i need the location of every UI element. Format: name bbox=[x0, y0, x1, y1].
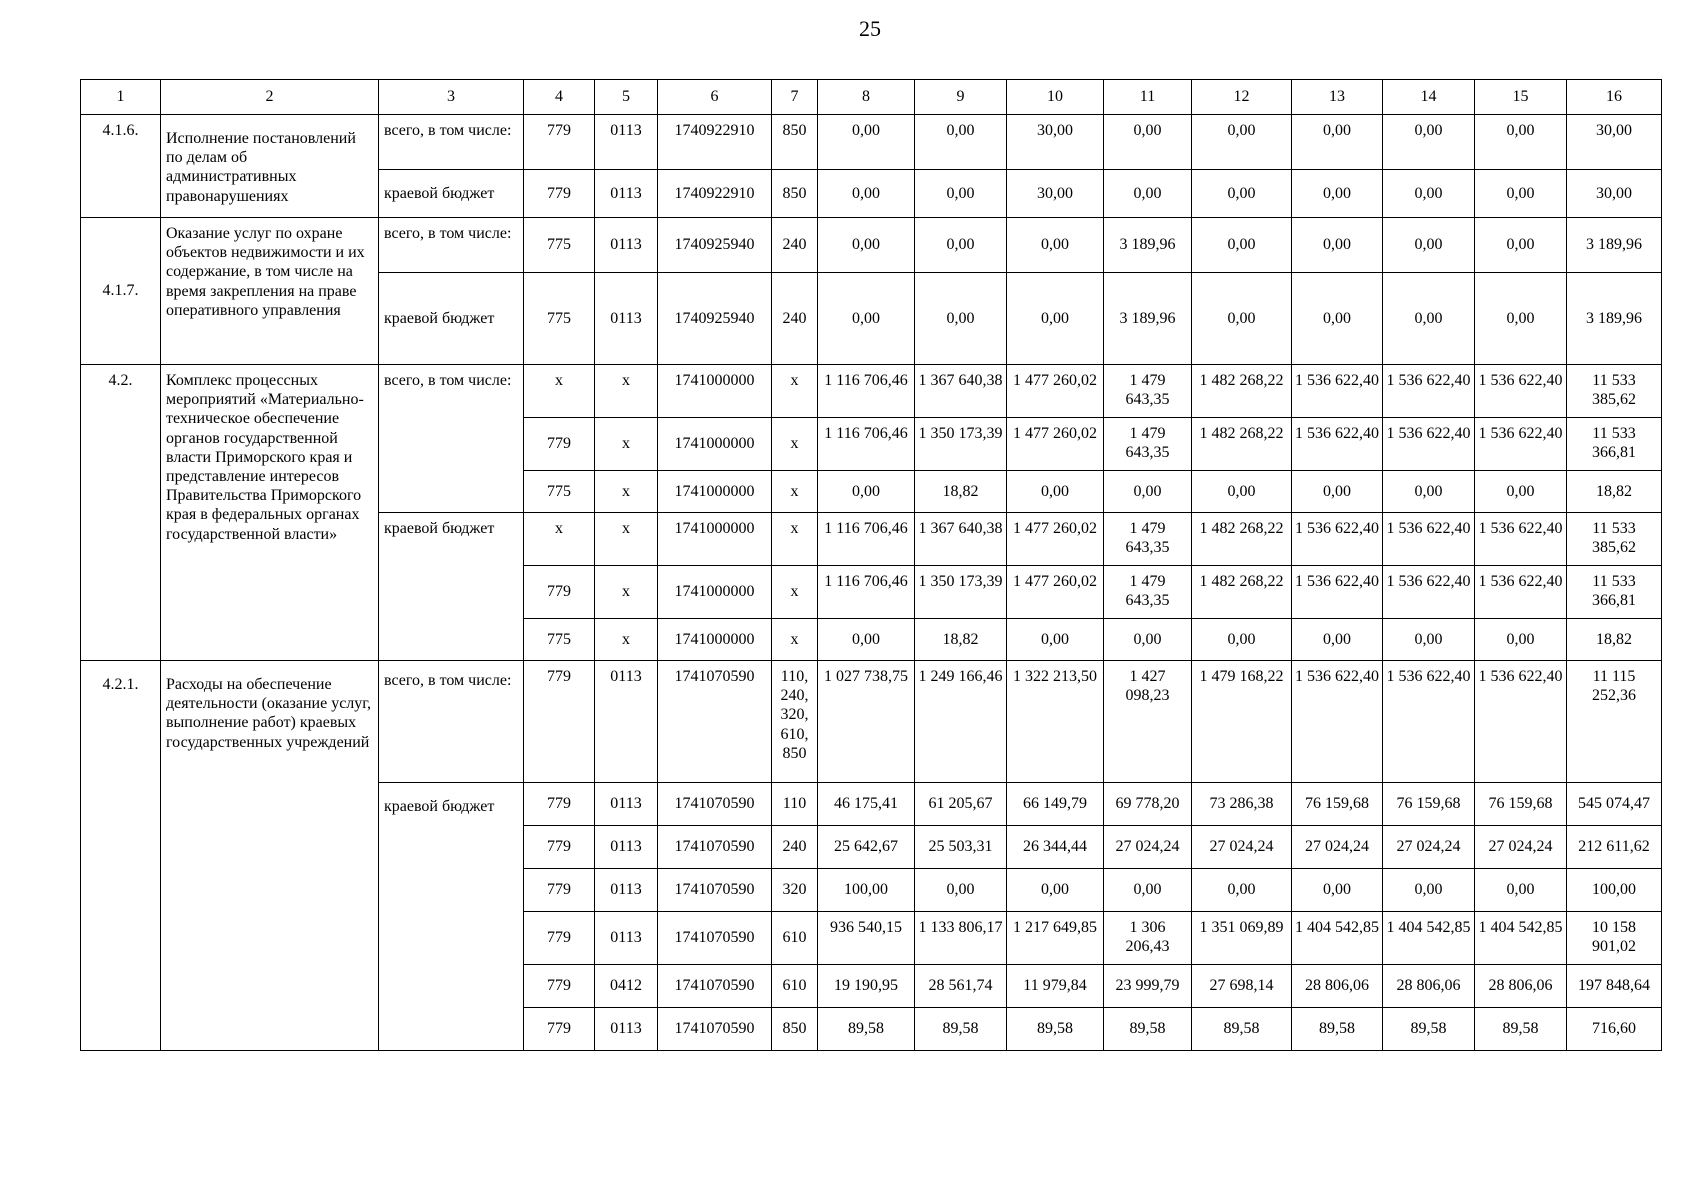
cell-value: 0,00 bbox=[915, 869, 1007, 912]
cell-value: 61 205,67 bbox=[915, 783, 1007, 826]
cell-value: 30,00 bbox=[1007, 115, 1104, 170]
cell-value: 0,00 bbox=[1104, 869, 1192, 912]
cell-value: 0,00 bbox=[1383, 273, 1475, 365]
cell-value: 11 979,84 bbox=[1007, 965, 1104, 1008]
cell-value: 1 350 173,39 bbox=[915, 418, 1007, 471]
cell-grbs: 779 bbox=[524, 783, 595, 826]
cell-value: 0,00 bbox=[1007, 218, 1104, 273]
cell-value: 0,00 bbox=[1475, 218, 1567, 273]
cell-value: 23 999,79 bbox=[1104, 965, 1192, 1008]
cell-value: 25 642,67 bbox=[818, 826, 915, 869]
cell-expense-type: 110, 240, 320, 610, 850 bbox=[772, 661, 818, 783]
funding-source: всего, в том числе: bbox=[379, 115, 524, 170]
cell-value: 26 344,44 bbox=[1007, 826, 1104, 869]
cell-value: 0,00 bbox=[818, 619, 915, 661]
cell-value: 0,00 bbox=[1475, 619, 1567, 661]
cell-value: 0,00 bbox=[1192, 170, 1292, 218]
column-header: 15 bbox=[1475, 80, 1567, 115]
cell-section: x bbox=[595, 566, 658, 619]
cell-value: 76 159,68 bbox=[1292, 783, 1383, 826]
column-header: 13 bbox=[1292, 80, 1383, 115]
cell-expense-type: 610 bbox=[772, 965, 818, 1008]
cell-value: 28 561,74 bbox=[915, 965, 1007, 1008]
table-row bbox=[81, 365, 1662, 418]
cell-value: 89,58 bbox=[1007, 1008, 1104, 1051]
cell-target-article: 1741070590 bbox=[658, 783, 772, 826]
column-header: 7 bbox=[772, 80, 818, 115]
cell-section: 0113 bbox=[595, 218, 658, 273]
cell-value: 1 306 206,43 bbox=[1104, 912, 1192, 965]
cell-section: x bbox=[595, 619, 658, 661]
cell-value: 18,82 bbox=[915, 619, 1007, 661]
cell-grbs: 775 bbox=[524, 218, 595, 273]
column-header: 4 bbox=[524, 80, 595, 115]
cell-value: 89,58 bbox=[1475, 1008, 1567, 1051]
cell-value: 0,00 bbox=[1192, 869, 1292, 912]
cell-value: 1 367 640,38 bbox=[915, 513, 1007, 566]
cell-value: 1 536 622,40 bbox=[1383, 418, 1475, 471]
cell-value: 1 116 706,46 bbox=[818, 365, 915, 418]
cell-value: 27 698,14 bbox=[1192, 965, 1292, 1008]
cell-section: x bbox=[595, 365, 658, 418]
cell-value: 0,00 bbox=[1475, 273, 1567, 365]
cell-value: 0,00 bbox=[915, 115, 1007, 170]
cell-value: 0,00 bbox=[1292, 218, 1383, 273]
cell-grbs: 775 bbox=[524, 619, 595, 661]
cell-expense-type: x bbox=[772, 566, 818, 619]
cell-value: 1 116 706,46 bbox=[818, 513, 915, 566]
cell-value: 0,00 bbox=[818, 273, 915, 365]
cell-value: 1 477 260,02 bbox=[1007, 418, 1104, 471]
cell-value: 936 540,15 bbox=[818, 912, 915, 965]
cell-grbs: 775 bbox=[524, 471, 595, 513]
cell-value: 0,00 bbox=[1192, 115, 1292, 170]
cell-value: 19 190,95 bbox=[818, 965, 915, 1008]
cell-value: 1 116 706,46 bbox=[818, 566, 915, 619]
cell-expense-type: 610 bbox=[772, 912, 818, 965]
cell-value: 1 404 542,85 bbox=[1383, 912, 1475, 965]
cell-value: 1 477 260,02 bbox=[1007, 365, 1104, 418]
cell-section: x bbox=[595, 418, 658, 471]
cell-value: 1 404 542,85 bbox=[1475, 912, 1567, 965]
table-row bbox=[81, 661, 1662, 783]
cell-expense-type: 850 bbox=[772, 170, 818, 218]
cell-value: 0,00 bbox=[1007, 619, 1104, 661]
cell-value: 27 024,24 bbox=[1104, 826, 1192, 869]
cell-target-article: 1740925940 bbox=[658, 218, 772, 273]
cell-total: 212 611,62 bbox=[1567, 826, 1662, 869]
cell-target-article: 1741000000 bbox=[658, 471, 772, 513]
cell-grbs: 779 bbox=[524, 965, 595, 1008]
cell-value: 1 536 622,40 bbox=[1292, 365, 1383, 418]
cell-section: 0412 bbox=[595, 965, 658, 1008]
cell-value: 0,00 bbox=[1007, 471, 1104, 513]
cell-value: 0,00 bbox=[1104, 115, 1192, 170]
cell-total: 30,00 bbox=[1567, 170, 1662, 218]
cell-value: 1 536 622,40 bbox=[1383, 661, 1475, 783]
cell-value: 0,00 bbox=[1475, 170, 1567, 218]
cell-value: 0,00 bbox=[1007, 273, 1104, 365]
cell-value: 89,58 bbox=[1292, 1008, 1383, 1051]
cell-value: 1 536 622,40 bbox=[1475, 661, 1567, 783]
cell-value: 0,00 bbox=[1192, 218, 1292, 273]
cell-value: 0,00 bbox=[1292, 170, 1383, 218]
item-number: 4.2. bbox=[81, 365, 161, 661]
cell-value: 0,00 bbox=[915, 273, 1007, 365]
item-name: Расходы на обеспечение деятельности (оказание услуг, выполнение работ) краевых государственных учреждений bbox=[161, 661, 379, 1051]
cell-grbs: 779 bbox=[524, 912, 595, 965]
cell-value: 1 536 622,40 bbox=[1475, 513, 1567, 566]
item-number: 4.1.7. bbox=[81, 218, 161, 365]
cell-value: 1 536 622,40 bbox=[1383, 365, 1475, 418]
funding-source: краевой бюджет bbox=[379, 783, 524, 1051]
cell-total: 18,82 bbox=[1567, 619, 1662, 661]
cell-value: 0,00 bbox=[818, 471, 915, 513]
cell-value: 0,00 bbox=[1383, 471, 1475, 513]
budget-table bbox=[80, 79, 1662, 1051]
cell-value: 1 477 260,02 bbox=[1007, 566, 1104, 619]
cell-grbs: x bbox=[524, 365, 595, 418]
column-header: 9 bbox=[915, 80, 1007, 115]
item-name: Оказание услуг по охране объектов недвижимости и их содержание, в том числе на время закрепления на праве оперативного управления bbox=[161, 218, 379, 365]
cell-value: 28 806,06 bbox=[1383, 965, 1475, 1008]
cell-value: 0,00 bbox=[1383, 170, 1475, 218]
cell-total: 10 158 901,02 bbox=[1567, 912, 1662, 965]
item-number: 4.2.1. bbox=[81, 661, 161, 1051]
cell-value: 1 482 268,22 bbox=[1192, 513, 1292, 566]
column-header: 2 bbox=[161, 80, 379, 115]
column-header: 16 bbox=[1567, 80, 1662, 115]
cell-value: 0,00 bbox=[1104, 619, 1192, 661]
funding-source: всего, в том числе: bbox=[379, 365, 524, 513]
cell-value: 30,00 bbox=[1007, 170, 1104, 218]
cell-value: 0,00 bbox=[1383, 218, 1475, 273]
cell-value: 1 477 260,02 bbox=[1007, 513, 1104, 566]
cell-section: x bbox=[595, 471, 658, 513]
column-header: 14 bbox=[1383, 80, 1475, 115]
column-header: 1 bbox=[81, 80, 161, 115]
cell-target-article: 1741000000 bbox=[658, 365, 772, 418]
cell-value: 1 479 643,35 bbox=[1104, 418, 1192, 471]
cell-value: 1 479 643,35 bbox=[1104, 365, 1192, 418]
cell-target-article: 1741070590 bbox=[658, 826, 772, 869]
cell-value: 0,00 bbox=[1475, 869, 1567, 912]
cell-value: 0,00 bbox=[818, 115, 915, 170]
cell-value: 3 189,96 bbox=[1104, 273, 1192, 365]
cell-target-article: 1740925940 bbox=[658, 273, 772, 365]
cell-total: 545 074,47 bbox=[1567, 783, 1662, 826]
cell-value: 1 249 166,46 bbox=[915, 661, 1007, 783]
cell-total: 30,00 bbox=[1567, 115, 1662, 170]
cell-value: 28 806,06 bbox=[1475, 965, 1567, 1008]
table-row bbox=[81, 218, 1662, 273]
cell-value: 25 503,31 bbox=[915, 826, 1007, 869]
cell-value: 0,00 bbox=[1475, 471, 1567, 513]
cell-value: 73 286,38 bbox=[1192, 783, 1292, 826]
cell-value: 1 350 173,39 bbox=[915, 566, 1007, 619]
cell-grbs: 779 bbox=[524, 170, 595, 218]
cell-section: 0113 bbox=[595, 170, 658, 218]
cell-section: 0113 bbox=[595, 912, 658, 965]
cell-expense-type: x bbox=[772, 619, 818, 661]
cell-value: 66 149,79 bbox=[1007, 783, 1104, 826]
cell-value: 1 479 643,35 bbox=[1104, 513, 1192, 566]
cell-value: 1 536 622,40 bbox=[1292, 418, 1383, 471]
cell-grbs: 775 bbox=[524, 273, 595, 365]
cell-section: 0113 bbox=[595, 273, 658, 365]
funding-source: краевой бюджет bbox=[379, 170, 524, 218]
cell-value: 1 479 168,22 bbox=[1192, 661, 1292, 783]
cell-value: 1 482 268,22 bbox=[1192, 365, 1292, 418]
cell-value: 1 536 622,40 bbox=[1292, 513, 1383, 566]
cell-section: 0113 bbox=[595, 661, 658, 783]
cell-value: 18,82 bbox=[915, 471, 1007, 513]
cell-value: 0,00 bbox=[1007, 869, 1104, 912]
cell-section: 0113 bbox=[595, 115, 658, 170]
column-header: 10 bbox=[1007, 80, 1104, 115]
cell-value: 1 536 622,40 bbox=[1292, 566, 1383, 619]
cell-value: 27 024,24 bbox=[1292, 826, 1383, 869]
cell-grbs: 779 bbox=[524, 826, 595, 869]
cell-total: 100,00 bbox=[1567, 869, 1662, 912]
funding-source: краевой бюджет bbox=[379, 513, 524, 661]
item-name: Исполнение постановлений по делам об административных правонарушениях bbox=[161, 115, 379, 218]
cell-target-article: 1741070590 bbox=[658, 869, 772, 912]
cell-value: 0,00 bbox=[1292, 869, 1383, 912]
cell-value: 0,00 bbox=[1192, 273, 1292, 365]
cell-value: 28 806,06 bbox=[1292, 965, 1383, 1008]
cell-value: 1 217 649,85 bbox=[1007, 912, 1104, 965]
cell-value: 27 024,24 bbox=[1383, 826, 1475, 869]
cell-section: 0113 bbox=[595, 826, 658, 869]
cell-section: x bbox=[595, 513, 658, 566]
cell-section: 0113 bbox=[595, 1008, 658, 1051]
cell-value: 1 027 738,75 bbox=[818, 661, 915, 783]
cell-total: 11 533 385,62 bbox=[1567, 365, 1662, 418]
cell-value: 76 159,68 bbox=[1475, 783, 1567, 826]
cell-expense-type: 240 bbox=[772, 273, 818, 365]
cell-expense-type: x bbox=[772, 418, 818, 471]
cell-value: 1 367 640,38 bbox=[915, 365, 1007, 418]
cell-expense-type: 240 bbox=[772, 218, 818, 273]
cell-grbs: 779 bbox=[524, 566, 595, 619]
cell-expense-type: x bbox=[772, 471, 818, 513]
cell-value: 1 482 268,22 bbox=[1192, 566, 1292, 619]
cell-value: 69 778,20 bbox=[1104, 783, 1192, 826]
cell-value: 0,00 bbox=[1192, 471, 1292, 513]
cell-value: 0,00 bbox=[1104, 170, 1192, 218]
cell-value: 0,00 bbox=[915, 170, 1007, 218]
column-header: 6 bbox=[658, 80, 772, 115]
cell-section: 0113 bbox=[595, 869, 658, 912]
cell-value: 89,58 bbox=[1383, 1008, 1475, 1051]
cell-value: 0,00 bbox=[1292, 273, 1383, 365]
cell-grbs: 779 bbox=[524, 869, 595, 912]
cell-value: 46 175,41 bbox=[818, 783, 915, 826]
cell-value: 0,00 bbox=[1292, 115, 1383, 170]
column-header: 12 bbox=[1192, 80, 1292, 115]
cell-grbs: x bbox=[524, 513, 595, 566]
cell-value: 1 536 622,40 bbox=[1475, 566, 1567, 619]
cell-target-article: 1740922910 bbox=[658, 115, 772, 170]
cell-expense-type: 110 bbox=[772, 783, 818, 826]
cell-total: 11 533 366,81 bbox=[1567, 566, 1662, 619]
cell-value: 89,58 bbox=[1192, 1008, 1292, 1051]
cell-value: 1 404 542,85 bbox=[1292, 912, 1383, 965]
cell-value: 0,00 bbox=[1383, 115, 1475, 170]
funding-source: краевой бюджет bbox=[379, 273, 524, 365]
cell-value: 89,58 bbox=[915, 1008, 1007, 1051]
cell-value: 0,00 bbox=[1383, 869, 1475, 912]
cell-target-article: 1741070590 bbox=[658, 912, 772, 965]
cell-value: 0,00 bbox=[1192, 619, 1292, 661]
cell-value: 0,00 bbox=[1292, 619, 1383, 661]
cell-value: 27 024,24 bbox=[1192, 826, 1292, 869]
cell-value: 1 536 622,40 bbox=[1475, 365, 1567, 418]
funding-source: всего, в том числе: bbox=[379, 661, 524, 783]
cell-value: 1 351 069,89 bbox=[1192, 912, 1292, 965]
cell-value: 1 536 622,40 bbox=[1475, 418, 1567, 471]
cell-target-article: 1741000000 bbox=[658, 418, 772, 471]
column-header: 11 bbox=[1104, 80, 1192, 115]
funding-source: всего, в том числе: bbox=[379, 218, 524, 273]
cell-target-article: 1740922910 bbox=[658, 170, 772, 218]
cell-total: 3 189,96 bbox=[1567, 218, 1662, 273]
cell-value: 0,00 bbox=[818, 170, 915, 218]
cell-total: 11 533 385,62 bbox=[1567, 513, 1662, 566]
cell-grbs: 779 bbox=[524, 418, 595, 471]
cell-value: 1 536 622,40 bbox=[1292, 661, 1383, 783]
cell-value: 1 479 643,35 bbox=[1104, 566, 1192, 619]
cell-expense-type: x bbox=[772, 365, 818, 418]
cell-total: 3 189,96 bbox=[1567, 273, 1662, 365]
item-name: Комплекс процессных мероприятий «Материально-техническое обеспечение органов государственной власти Приморского края и представление интересов Правительства Приморского края в федеральных органах государственной власти» bbox=[161, 365, 379, 661]
cell-total: 11 115 252,36 bbox=[1567, 661, 1662, 783]
cell-grbs: 779 bbox=[524, 661, 595, 783]
cell-section: 0113 bbox=[595, 783, 658, 826]
cell-target-article: 1741070590 bbox=[658, 965, 772, 1008]
cell-value: 1 536 622,40 bbox=[1383, 513, 1475, 566]
cell-value: 1 322 213,50 bbox=[1007, 661, 1104, 783]
cell-value: 1 133 806,17 bbox=[915, 912, 1007, 965]
cell-value: 89,58 bbox=[818, 1008, 915, 1051]
cell-value: 0,00 bbox=[818, 218, 915, 273]
cell-value: 76 159,68 bbox=[1383, 783, 1475, 826]
item-number: 4.1.6. bbox=[81, 115, 161, 218]
table-row bbox=[81, 115, 1662, 170]
cell-target-article: 1741000000 bbox=[658, 619, 772, 661]
cell-value: 0,00 bbox=[1383, 619, 1475, 661]
column-header: 5 bbox=[595, 80, 658, 115]
cell-value: 1 482 268,22 bbox=[1192, 418, 1292, 471]
cell-value: 0,00 bbox=[915, 218, 1007, 273]
cell-value: 1 536 622,40 bbox=[1383, 566, 1475, 619]
cell-value: 100,00 bbox=[818, 869, 915, 912]
page-number: 25 bbox=[859, 16, 881, 41]
cell-expense-type: x bbox=[772, 513, 818, 566]
cell-expense-type: 850 bbox=[772, 115, 818, 170]
cell-expense-type: 320 bbox=[772, 869, 818, 912]
column-header: 3 bbox=[379, 80, 524, 115]
header-row bbox=[81, 80, 1662, 115]
cell-value: 0,00 bbox=[1292, 471, 1383, 513]
cell-value: 1 427 098,23 bbox=[1104, 661, 1192, 783]
cell-value: 89,58 bbox=[1104, 1008, 1192, 1051]
cell-expense-type: 850 bbox=[772, 1008, 818, 1051]
cell-total: 18,82 bbox=[1567, 471, 1662, 513]
cell-target-article: 1741070590 bbox=[658, 661, 772, 783]
column-header: 8 bbox=[818, 80, 915, 115]
cell-grbs: 779 bbox=[524, 1008, 595, 1051]
cell-value: 0,00 bbox=[1475, 115, 1567, 170]
cell-expense-type: 240 bbox=[772, 826, 818, 869]
cell-value: 0,00 bbox=[1104, 471, 1192, 513]
cell-value: 27 024,24 bbox=[1475, 826, 1567, 869]
cell-target-article: 1741070590 bbox=[658, 1008, 772, 1051]
cell-grbs: 779 bbox=[524, 115, 595, 170]
cell-total: 197 848,64 bbox=[1567, 965, 1662, 1008]
cell-value: 3 189,96 bbox=[1104, 218, 1192, 273]
cell-total: 11 533 366,81 bbox=[1567, 418, 1662, 471]
cell-target-article: 1741000000 bbox=[658, 566, 772, 619]
cell-total: 716,60 bbox=[1567, 1008, 1662, 1051]
cell-value: 1 116 706,46 bbox=[818, 418, 915, 471]
cell-target-article: 1741000000 bbox=[658, 513, 772, 566]
